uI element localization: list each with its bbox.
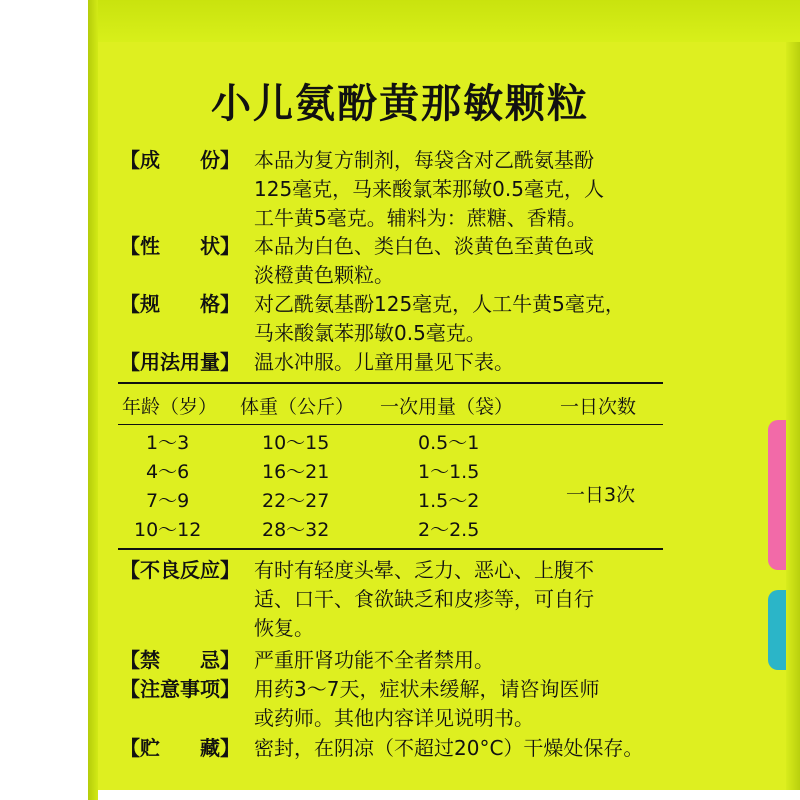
adverse-label: 【不良反应】 bbox=[120, 558, 240, 582]
appearance-text bbox=[254, 232, 784, 290]
cell-frequency: 一日3次 bbox=[566, 484, 636, 506]
ingredients-text bbox=[254, 146, 784, 233]
cell-weight: 16～21 bbox=[262, 461, 330, 483]
contraindications-label: 【禁 忌】 bbox=[120, 648, 240, 672]
precautions-label: 【注意事项】 bbox=[120, 677, 240, 701]
product-title: 小儿氨酚黄那敏颗粒 bbox=[211, 81, 589, 127]
table-top-rule bbox=[118, 382, 663, 384]
box-right-edge bbox=[786, 42, 800, 790]
usage-label: 【用法用量】 bbox=[120, 350, 240, 374]
specification-text bbox=[254, 290, 784, 348]
text-line: 工牛黄5毫克。辅料为：蔗糖、香精。 bbox=[254, 206, 587, 230]
header-age: 年龄（岁） bbox=[122, 396, 218, 418]
header-frequency: 一日次数 bbox=[560, 396, 637, 418]
precautions-text bbox=[254, 675, 784, 733]
text-line: 或药师。其他内容详见说明书。 bbox=[254, 706, 534, 730]
table-header-rule bbox=[118, 424, 663, 425]
text-line: 温水冲服。儿童用量见下表。 bbox=[254, 350, 514, 374]
cell-weight: 22～27 bbox=[262, 490, 330, 512]
cell-age: 4～6 bbox=[146, 461, 190, 483]
appearance-label: 【性 状】 bbox=[120, 234, 240, 258]
pink-decoration bbox=[768, 420, 786, 570]
text-line: 淡橙黄色颗粒。 bbox=[254, 263, 394, 287]
text-line: 本品为复方制剂，每袋含对乙酰氨基酚 bbox=[254, 148, 594, 172]
cell-age: 7～9 bbox=[146, 490, 190, 512]
cell-weight: 28～32 bbox=[262, 519, 330, 541]
ingredients-label: 【成 份】 bbox=[120, 148, 240, 172]
text-line: 本品为白色、类白色、淡黄色至黄色或 bbox=[254, 234, 594, 258]
usage-text bbox=[254, 348, 784, 377]
text-line: 对乙酰氨基酚125毫克，人工牛黄5毫克， bbox=[254, 292, 625, 316]
text-line: 马来酸氯苯那敏0.5毫克。 bbox=[254, 321, 486, 345]
adverse-text bbox=[254, 556, 784, 643]
text-line: 密封，在阴凉（不超过20°C）干燥处保存。 bbox=[254, 736, 644, 760]
cell-dose: 1～1.5 bbox=[418, 461, 480, 483]
text-line: 严重肝肾功能不全者禁用。 bbox=[254, 648, 494, 672]
box-top-flap bbox=[88, 0, 800, 44]
storage-label: 【贮 藏】 bbox=[120, 736, 240, 760]
cell-weight: 10～15 bbox=[262, 432, 330, 454]
specification-label: 【规 格】 bbox=[120, 292, 240, 316]
cell-age: 10～12 bbox=[134, 519, 202, 541]
contraindications-text bbox=[254, 646, 784, 675]
cell-dose: 0.5～1 bbox=[418, 432, 480, 454]
text-line: 有时有轻度头晕、乏力、恶心、上腹不 bbox=[254, 558, 594, 582]
header-dose: 一次用量（袋） bbox=[380, 396, 514, 418]
header-weight: 体重（公斤） bbox=[240, 396, 355, 418]
text-line: 125毫克，马来酸氯苯那敏0.5毫克，人 bbox=[254, 177, 604, 201]
text-line: 适、口干、食欲缺乏和皮疹等，可自行 bbox=[254, 587, 594, 611]
text-line: 用药3～7天，症状未缓解，请咨询医师 bbox=[254, 677, 600, 701]
cell-dose: 2～2.5 bbox=[418, 519, 480, 541]
cell-age: 1～3 bbox=[146, 432, 190, 454]
storage-text bbox=[254, 734, 784, 763]
table-bottom-rule bbox=[118, 548, 663, 550]
text-line: 恢复。 bbox=[254, 616, 314, 640]
cell-dose: 1.5～2 bbox=[418, 490, 480, 512]
